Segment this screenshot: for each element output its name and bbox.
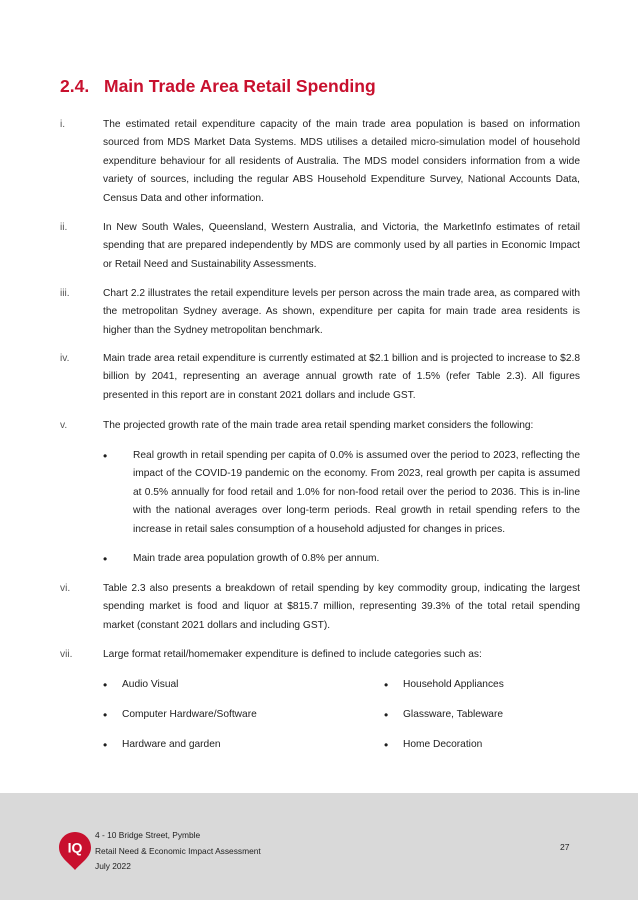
paragraph-text: Large format retail/homemaker expenditure is defined to include categories such as:	[103, 649, 482, 660]
category-label: Computer Hardware/Software	[122, 709, 257, 720]
section-heading	[60, 76, 376, 97]
category-item	[103, 737, 221, 753]
paragraph-marker: ii.	[60, 222, 68, 233]
paragraph-marker: iv.	[60, 353, 70, 364]
footer-address: 4 - 10 Bridge Street, Pymble	[95, 830, 201, 840]
category-item	[103, 677, 178, 693]
category-label: Glassware, Tableware	[403, 709, 504, 720]
section-number: 2.4.	[60, 76, 90, 96]
category-label: Hardware and garden	[122, 739, 221, 750]
sub-bullet-growth	[103, 447, 580, 539]
bullet-icon: •	[384, 708, 389, 722]
sub-bullet-text: Real growth in retail spending per capita of 0.0% is assumed over the period to 2023, reflecting the impact of the COVID-19 pandemic on the economy. From 2023, real growth per capita is assumed at 0.5% annually for food retail and 1.0% for non-food retail over the period to 2036. This is in-line with the national averages over long-term periods. Real growth in retail spending refers to the increase in retail sales consumption of a household adjusted for changes in prices.	[133, 450, 580, 535]
bullet-icon: •	[103, 678, 108, 692]
logo-text: IQ	[67, 839, 83, 856]
paragraph-i	[60, 116, 580, 208]
paragraph-text: In New South Wales, Queensland, Western Australia, and Victoria, the MarketInfo estimates of retail spending that are prepared independently by MDS are commonly used by all parties in Economic Impact or Retail Need and Sustainability Assessments.	[103, 222, 580, 270]
paragraph-iv	[60, 350, 580, 405]
paragraph-text: Chart 2.2 illustrates the retail expenditure levels per person across the main trade area, as compared with the metropolitan Sydney average. As shown, expenditure per capita for main trade area residents is higher than the Sydney metropolitan benchmark.	[103, 288, 580, 336]
paragraph-ii	[60, 219, 580, 274]
paragraph-marker: i.	[60, 119, 66, 130]
footer-report-title: Retail Need & Economic Impact Assessment	[95, 845, 261, 856]
footer-info	[95, 828, 261, 875]
section-title: Main Trade Area Retail Spending	[104, 76, 376, 96]
paragraph-text: Table 2.3 also presents a breakdown of retail spending by key commodity group, indicating the largest spending market is food and liquor at $815.7 million, representing 39.3% of the total retail spending market (constant 2021 dollars and including GST).	[103, 583, 580, 631]
paragraph-text: Main trade area retail expenditure is currently estimated at $2.1 billion and is projected to increase to $2.8 billion by 2041, representing an average annual growth rate of 1.5% (refer Table 2.3). All figures presented in this report are in constant 2021 dollars and include GST.	[103, 353, 580, 401]
paragraph-marker: vi.	[60, 583, 71, 594]
bullet-icon: •	[384, 738, 389, 752]
category-item	[103, 707, 257, 723]
paragraph-marker: v.	[60, 420, 68, 431]
bullet-icon: •	[103, 738, 108, 752]
paragraph-marker: vii.	[60, 649, 73, 660]
bullet-icon: •	[103, 708, 108, 722]
category-label: Household Appliances	[403, 679, 504, 690]
category-item	[384, 737, 482, 753]
paragraph-v	[60, 417, 580, 435]
bullet-icon: •	[384, 678, 389, 692]
paragraph-text: The estimated retail expenditure capacity of the main trade area population is based on information sourced from MDS Market Data Systems. MDS utilises a detailed micro-simulation model of household expenditure behaviour for all residents of Australia. The MDS model considers information from a wide variety of sources, including the regular ABS Household Expenditure Survey, National Accounts Data, Census Data and other information.	[103, 119, 580, 204]
iq-logo-icon	[58, 831, 92, 871]
paragraph-vii	[60, 646, 580, 664]
category-item	[384, 707, 503, 723]
paragraph-marker: iii.	[60, 288, 70, 299]
paragraph-iii	[60, 285, 580, 340]
paragraph-vi	[60, 580, 580, 635]
bullet-icon: •	[103, 552, 108, 566]
category-item	[384, 677, 504, 693]
category-label: Home Decoration	[403, 739, 483, 750]
sub-bullet-text: Main trade area population growth of 0.8% per annum.	[133, 553, 380, 564]
sub-bullet-population	[103, 550, 580, 568]
bullet-icon: •	[103, 449, 108, 463]
page-number: 27	[560, 842, 570, 852]
category-label: Audio Visual	[122, 679, 179, 690]
footer-date: July 2022	[95, 861, 131, 871]
paragraph-text: The projected growth rate of the main trade area retail spending market considers the following:	[103, 420, 534, 431]
